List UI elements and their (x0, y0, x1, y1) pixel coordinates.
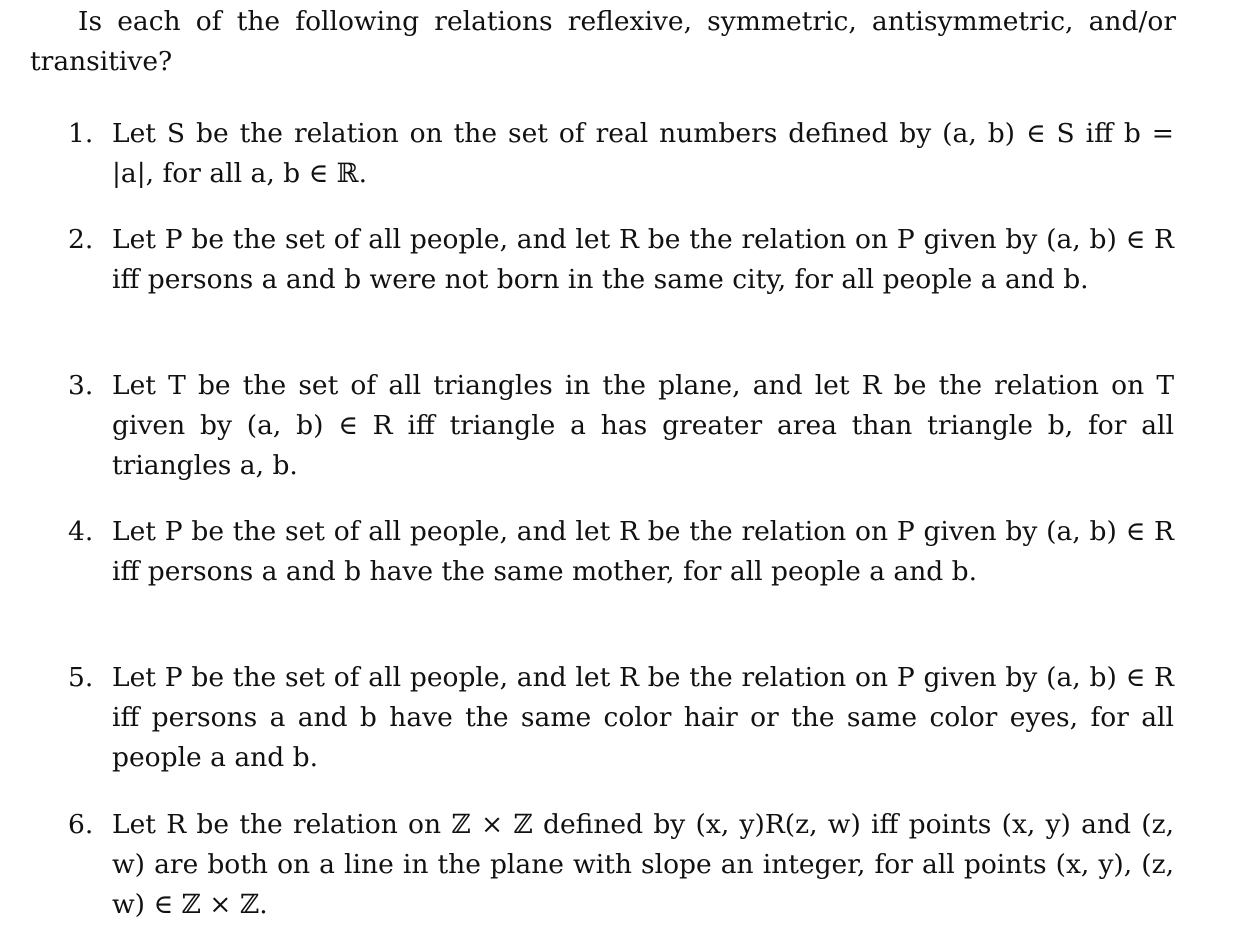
item-number: 3. (68, 370, 94, 401)
item-number: 6. (68, 809, 94, 840)
item-number: 4. (68, 516, 94, 547)
item-number: 5. (68, 662, 94, 693)
item-text: Let P be the set of all people, and let R be the relation on P given by (a, b) ∈ R iff persons a and b have the same color hair or the same color eyes, for all people a and b. (112, 662, 1174, 773)
item-text: Let R be the relation on ℤ × ℤ defined by (x, y)R(z, w) iff points (x, y) and (z, w) are both on a line in the plane with slope an integer, for all points (x, y), (z, w) ∈ ℤ × ℤ. (112, 809, 1174, 920)
item-number: 1. (68, 118, 94, 149)
item-text: Let P be the set of all people, and let R be the relation on P given by (a, b) ∈ R iff persons a and b have the same mother, for all people a and b. (112, 516, 1174, 587)
question-prompt: Is each of the following relations reflexive, symmetric, antisymmetric, and/or transitive? (30, 6, 1176, 77)
item-text: Let S be the relation on the set of real numbers defined by (a, b) ∈ S iff b = |a|, for all a, b ∈ ℝ. (112, 118, 1174, 189)
item-text: Let P be the set of all people, and let R be the relation on P given by (a, b) ∈ R iff persons a and b were not born in the same city, for all people a and b. (112, 224, 1174, 295)
item-number: 2. (68, 224, 94, 255)
item-text: Let T be the set of all triangles in the plane, and let R be the relation on T given by (a, b) ∈ R iff triangle a has greater area than triangle b, for all triangles a, b. (112, 370, 1174, 481)
